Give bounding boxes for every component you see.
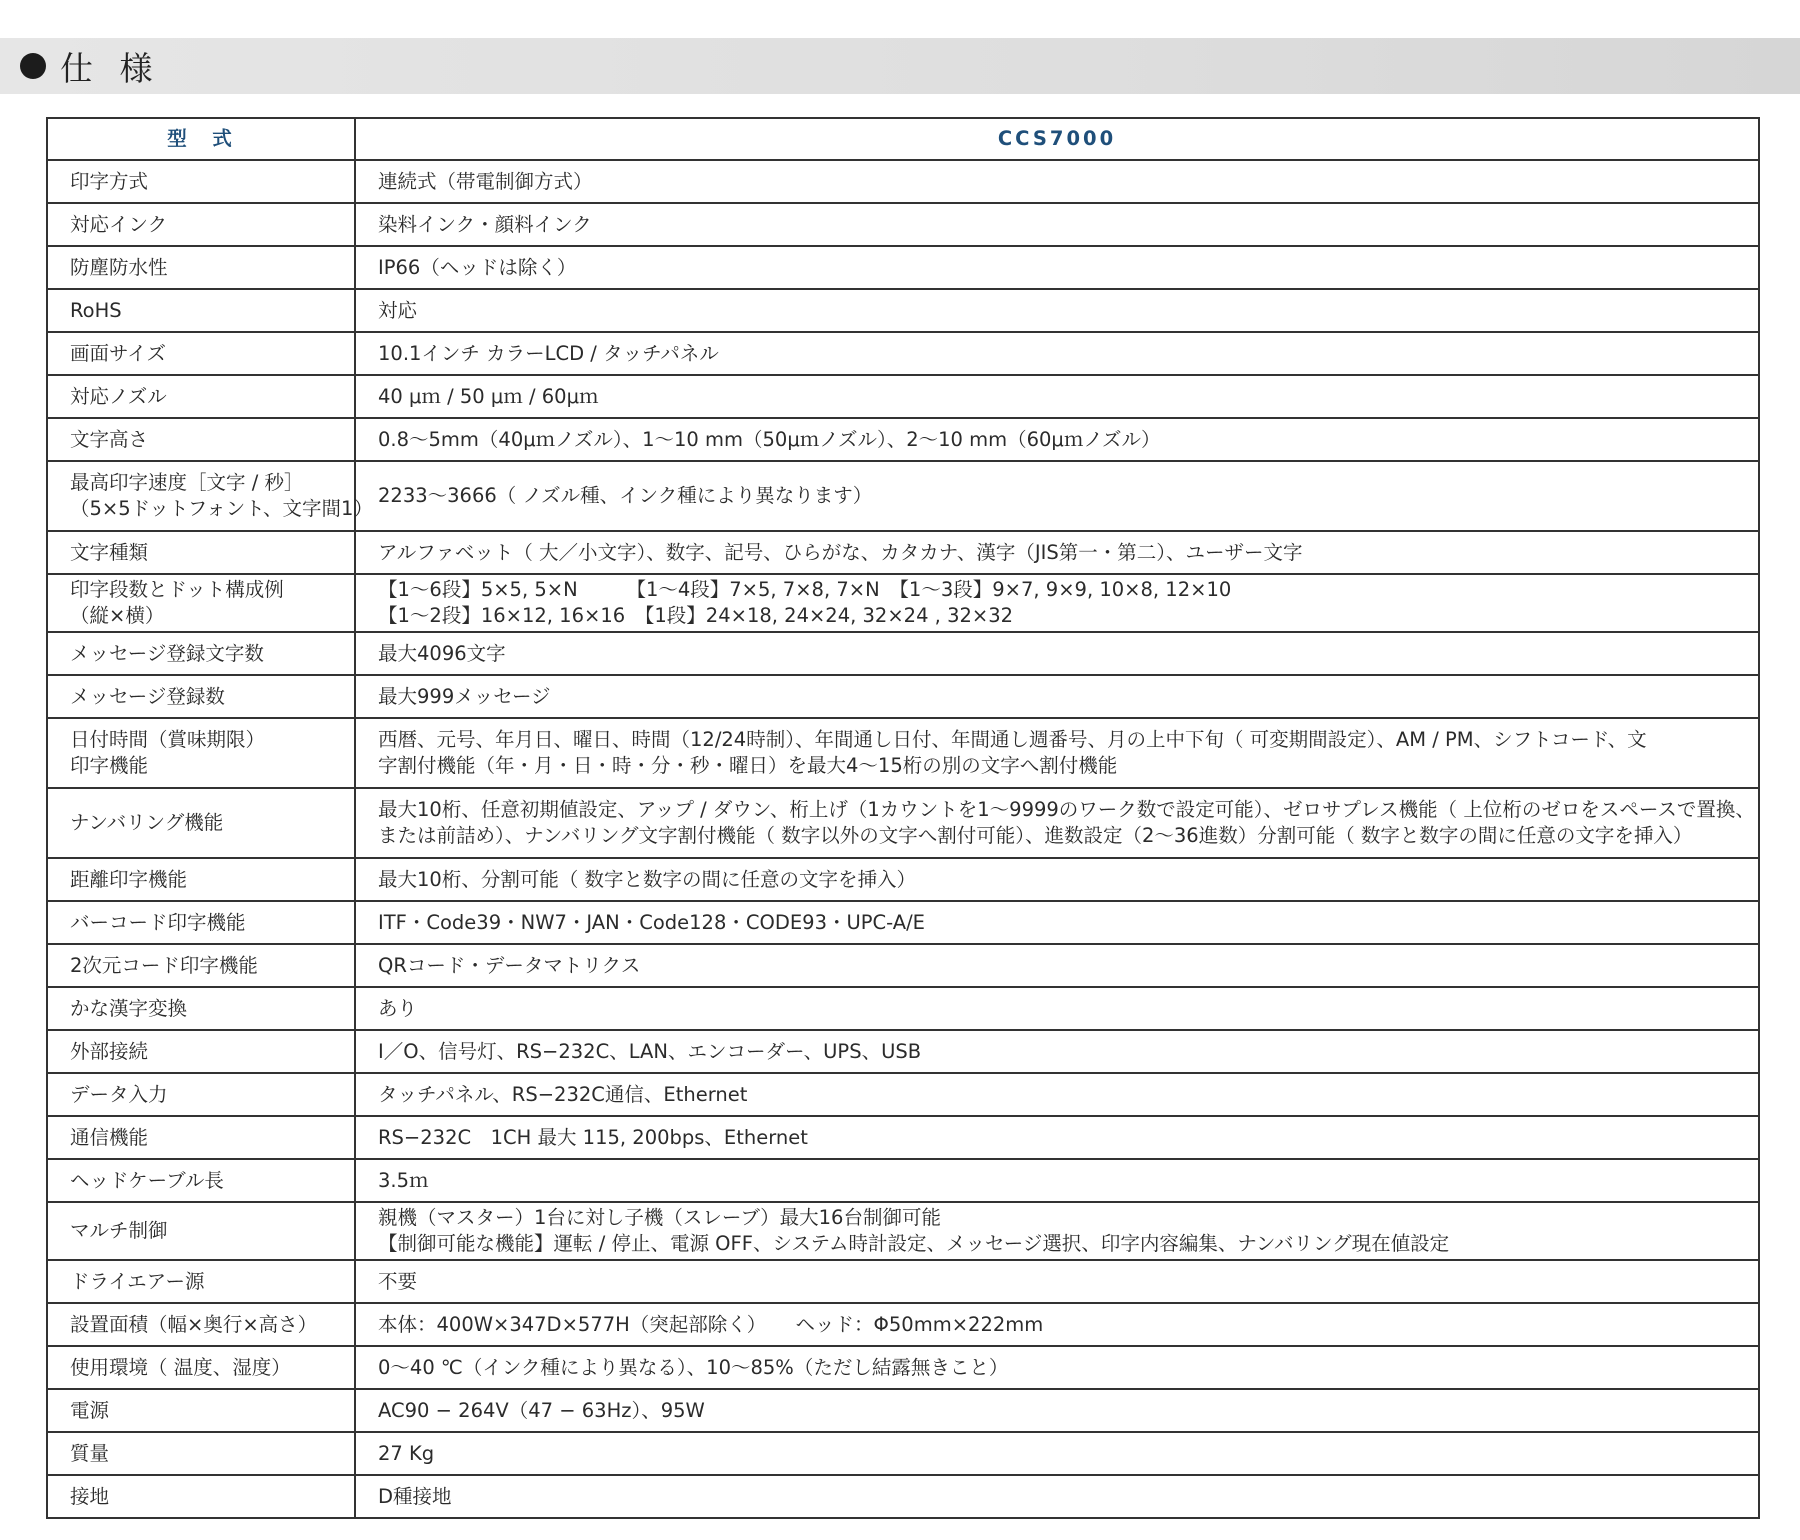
spec-label — [47, 944, 355, 987]
spec-value — [355, 160, 1759, 203]
table-row — [47, 332, 1759, 375]
spec-value-line: タッチパネル、RS−232C通信、Ethernet — [378, 1082, 748, 1106]
spec-label — [47, 246, 355, 289]
table-row — [47, 858, 1759, 901]
table-row — [47, 718, 1759, 788]
spec-label-line: 最高印字速度［文字 / 秒］ — [70, 471, 304, 494]
spec-value-line: 27 Kg — [378, 1441, 435, 1465]
spec-label — [47, 1159, 355, 1202]
spec-value — [355, 1475, 1759, 1518]
spec-label — [47, 1303, 355, 1346]
spec-value — [355, 246, 1759, 289]
spec-value-line: QRコード・データマトリクス — [378, 953, 641, 977]
table-row — [47, 1159, 1759, 1202]
spec-value — [355, 1116, 1759, 1159]
spec-label — [47, 289, 355, 332]
spec-label — [47, 531, 355, 574]
spec-label-line: 印字方式 — [70, 169, 149, 193]
spec-label — [47, 574, 355, 632]
spec-value-line: 2233〜3666（ ノズル種、インク種により異なります） — [378, 484, 873, 507]
table-row — [47, 1260, 1759, 1303]
spec-value-line: 10.1インチ カラーLCD / タッチパネル — [378, 341, 719, 365]
table-row — [47, 1073, 1759, 1116]
table-row — [47, 675, 1759, 718]
spec-label-line: メッセージ登録数 — [70, 684, 225, 708]
table-row — [47, 1432, 1759, 1475]
spec-label — [47, 1202, 355, 1260]
spec-value-line: 親機（マスター）1台に対し子機（スレーブ）最大16台制御可能 — [378, 1206, 941, 1229]
table-row — [47, 289, 1759, 332]
header-label: 型 式 — [47, 118, 355, 160]
spec-label — [47, 203, 355, 246]
table-row — [47, 632, 1759, 675]
spec-label-line: 文字高さ — [70, 427, 149, 451]
spec-label — [47, 675, 355, 718]
spec-label — [47, 1389, 355, 1432]
table-row — [47, 1389, 1759, 1432]
spec-label-line: メッセージ登録文字数 — [70, 641, 264, 665]
spec-value-line: 字割付機能（年・月・日・時・分・秒・曜日）を最大4〜15桁の別の文字へ割付機能 — [378, 754, 1118, 777]
spec-label-line: 2次元コード印字機能 — [70, 953, 258, 977]
spec-table — [46, 117, 1760, 1519]
spec-value-line: D種接地 — [378, 1484, 452, 1508]
spec-label-line: 使用環境（ 温度、湿度） — [70, 1355, 291, 1379]
spec-value — [355, 461, 1759, 531]
spec-value-line: 本体：400W×347D×577H（突起部除く） ヘッド：Φ50mm×222mm — [378, 1312, 1044, 1336]
spec-label-line: バーコード印字機能 — [70, 910, 246, 934]
spec-label-line: （縦×横） — [70, 604, 165, 627]
spec-value — [355, 858, 1759, 901]
spec-label-line: かな漢字変換 — [70, 996, 188, 1020]
spec-label-line: 印字段数とドット構成例 — [70, 578, 284, 601]
spec-value-line: 【1〜6段】5×5, 5×N 【1〜4段】7×5, 7×8, 7×N 【1〜3段】9×7, 9×9, 10×8, 12×10 — [378, 578, 1232, 601]
spec-label-line: 対応インク — [70, 212, 168, 236]
spec-value — [355, 1073, 1759, 1116]
spec-label-line: 画面サイズ — [70, 341, 166, 365]
spec-label-line: 印字機能 — [70, 754, 149, 777]
spec-label — [47, 1073, 355, 1116]
spec-value — [355, 1159, 1759, 1202]
spec-value-line: 最大4096文字 — [378, 641, 506, 665]
spec-value-line: 0〜40 ℃（インク種により異なる）、10〜85%（ただし結露無きこと） — [378, 1355, 1009, 1379]
spec-value — [355, 901, 1759, 944]
spec-value-line: 連続式（帯電制御方式） — [378, 169, 593, 193]
spec-value — [355, 1432, 1759, 1475]
table-row — [47, 461, 1759, 531]
table-row — [47, 1346, 1759, 1389]
table-row — [47, 901, 1759, 944]
spec-value-line: 最大999メッセージ — [378, 684, 551, 708]
spec-value — [355, 332, 1759, 375]
spec-value — [355, 944, 1759, 987]
spec-label-line: 電源 — [70, 1398, 110, 1422]
spec-label — [47, 901, 355, 944]
spec-value — [355, 1389, 1759, 1432]
table-row — [47, 788, 1759, 858]
spec-value — [355, 1260, 1759, 1303]
spec-label-line: 防塵防水性 — [70, 255, 168, 279]
spec-value-line: または前詰め）、ナンバリング文字割付機能（ 数字以外の文字へ割付可能）、進数設定（2〜36進数）分割可能（ 数字と数字の間に任意の文字を挿入） — [378, 824, 1693, 847]
spec-value-line: RS−232C 1CH 最大 115, 200bps、Ethernet — [378, 1125, 808, 1149]
spec-value-line: 【1〜2段】16×12, 16×16 【1段】24×18, 24×24, 32×24 , 32×32 — [378, 604, 1014, 627]
spec-label-line: 日付時間（賞味期限） — [70, 728, 266, 751]
spec-value — [355, 375, 1759, 418]
spec-label-line: 接地 — [70, 1484, 110, 1508]
table-row — [47, 1116, 1759, 1159]
spec-label-line: 文字種類 — [70, 540, 149, 564]
section-title: 仕 様 — [60, 48, 161, 88]
spec-label — [47, 332, 355, 375]
spec-value-line: 40 μｍ / 50 μｍ / 60μｍ — [378, 384, 599, 408]
spec-label — [47, 1116, 355, 1159]
spec-value-line: 西暦、元号、年月日、曜日、時間（12/24時制）、年間通し日付、年間通し週番号、月の上中下旬（ 可変期間設定）、AM / PM、シフトコード、文 — [378, 728, 1647, 751]
spec-label-line: ヘッドケーブル長 — [70, 1168, 224, 1192]
spec-value-line: 不要 — [378, 1269, 418, 1293]
spec-value — [355, 788, 1759, 858]
spec-label-line: （5×5ドットフォント、文字間1） — [70, 497, 373, 520]
table-row — [47, 160, 1759, 203]
spec-value — [355, 675, 1759, 718]
spec-label-line: データ入力 — [70, 1082, 168, 1106]
spec-value — [355, 1303, 1759, 1346]
spec-value — [355, 203, 1759, 246]
table-row — [47, 944, 1759, 987]
spec-label-line: 通信機能 — [70, 1125, 149, 1149]
spec-label — [47, 461, 373, 531]
spec-label — [47, 1475, 355, 1518]
spec-value — [355, 1202, 1759, 1260]
spec-value — [355, 987, 1759, 1030]
spec-value-line: 0.8〜5mm（40μｍノズル）、1〜10 mm（50μｍノズル）、2〜10 mm（60μｍノズル） — [378, 427, 1161, 451]
spec-label — [47, 1030, 355, 1073]
spec-value-line: 【制御可能な機能】運転 / 停止、電源 OFF、システム時計設定、メッセージ選択、印字内容編集、ナンバリング現在値設定 — [378, 1232, 1450, 1255]
spec-value-line: 最大10桁、任意初期値設定、アップ / ダウン、桁上げ（1カウントを1〜9999のワーク数で設定可能）、ゼロサプレス機能（ 上位桁のゼロをスペースで置換、 — [378, 798, 1755, 821]
spec-label-line: ドライエアー源 — [70, 1269, 205, 1293]
spec-value-line: アルファベット（ 大／小文字）、数字、記号、ひらがな、カタカナ、漢字（JIS第一・第二）、ユーザー文字 — [378, 540, 1303, 564]
table-row — [47, 1475, 1759, 1518]
spec-value — [355, 418, 1759, 461]
table-row — [47, 574, 1759, 632]
spec-label — [47, 1260, 355, 1303]
spec-label — [47, 1346, 355, 1389]
table-row — [47, 203, 1759, 246]
spec-label — [47, 1432, 355, 1475]
table-row — [47, 246, 1759, 289]
table-row — [47, 1030, 1759, 1073]
spec-label — [47, 375, 355, 418]
spec-value-line: ITF・Code39・NW7・JAN・Code128・CODE93・UPC-A/E — [378, 910, 925, 934]
spec-body — [47, 160, 1759, 1518]
table-row — [47, 531, 1759, 574]
spec-value-line: 染料インク・顔料インク — [378, 212, 592, 236]
spec-value-line: 最大10桁、分割可能（ 数字と数字の間に任意の文字を挿入） — [378, 867, 917, 891]
spec-value-line: I／O、信号灯、RS−232C、LAN、エンコーダー、UPS、USB — [378, 1039, 922, 1063]
spec-value — [355, 718, 1759, 788]
spec-label-line: 設置面積（幅×奥行×高さ） — [70, 1312, 318, 1336]
spec-value — [355, 289, 1759, 332]
spec-label — [47, 160, 355, 203]
spec-value — [355, 632, 1759, 675]
spec-value-line: AC90 − 264V（47 − 63Hz）、95W — [378, 1398, 705, 1422]
spec-label-line: マルチ制御 — [70, 1219, 168, 1242]
spec-value-line: 3.5ｍ — [378, 1168, 429, 1192]
spec-label-line: ナンバリング機能 — [70, 811, 224, 834]
spec-label-line: 対応ノズル — [70, 384, 167, 408]
bullet-icon — [20, 53, 46, 79]
spec-label-line: RoHS — [70, 298, 122, 322]
spec-label-line: 距離印字機能 — [70, 867, 188, 891]
spec-label-line: 質量 — [70, 1441, 110, 1465]
spec-label — [47, 632, 355, 675]
section-header — [0, 38, 1800, 94]
header-model: CCS7000 — [355, 118, 1759, 160]
spec-value-line: あり — [378, 996, 418, 1020]
table-row — [47, 375, 1759, 418]
table-row — [47, 1202, 1759, 1260]
spec-value-line: IP66（ヘッドは除く） — [378, 255, 577, 279]
spec-value — [355, 574, 1759, 632]
spec-label-line: 外部接続 — [70, 1039, 149, 1063]
spec-label — [47, 718, 355, 788]
table-row — [47, 418, 1759, 461]
spec-label — [47, 858, 355, 901]
spec-label — [47, 987, 355, 1030]
spec-value — [355, 1346, 1759, 1389]
spec-value-line: 対応 — [378, 298, 418, 322]
spec-label — [47, 418, 355, 461]
table-row — [47, 987, 1759, 1030]
table-row — [47, 1303, 1759, 1346]
spec-label — [47, 788, 355, 858]
spec-value — [355, 531, 1759, 574]
table-header-row — [47, 118, 1759, 160]
spec-value — [355, 1030, 1759, 1073]
